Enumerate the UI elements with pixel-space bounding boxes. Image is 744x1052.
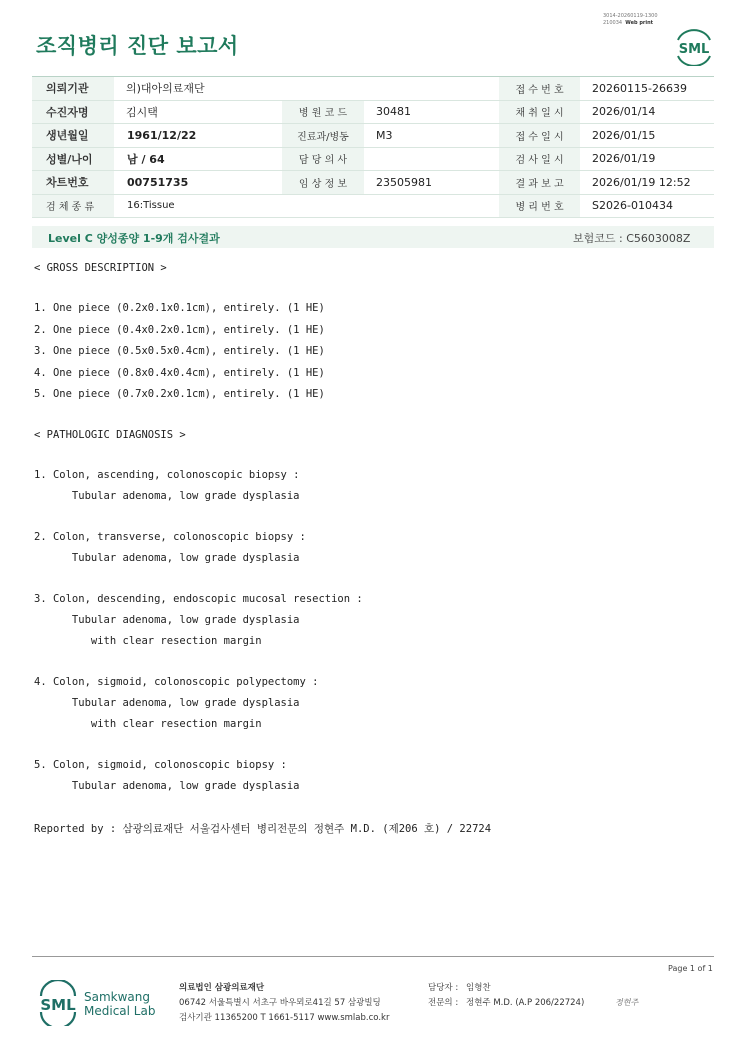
gross-line: 1. One piece (0.2x0.1x0.1cm), entirely. (1 HE) <box>34 302 325 314</box>
diagnosis-line: 1. Colon, ascending, colonoscopic biopsy : <box>34 469 300 481</box>
request-org: 의)대아의료재단 <box>114 77 499 101</box>
print-meta <box>603 13 658 27</box>
lab-name: Medical Lab <box>84 1004 156 1018</box>
dept: M3 <box>364 124 499 148</box>
chart-number: 00751735 <box>114 171 282 195</box>
gross-line: 4. One piece (0.8x0.4x0.4cm), entirely. (1 HE) <box>34 366 325 379</box>
patient-name: 김시택 <box>114 100 282 124</box>
diagnosis-line: 2. Colon, transverse, colonoscopic biopsy : <box>34 531 306 543</box>
info-row <box>32 124 714 148</box>
footer-divider <box>32 956 714 957</box>
exam-date: 2026/01/19 <box>580 147 714 171</box>
logo-text: SML <box>40 996 76 1014</box>
diagnosis-line: Tubular adenoma, low grade dysplasia <box>34 697 300 709</box>
diagnosis-line: with clear resection margin <box>34 635 262 647</box>
signature: 정현주 <box>615 998 639 1007</box>
gross-header: < GROSS DESCRIPTION > <box>34 262 167 274</box>
diagnosis-line: 4. Colon, sigmoid, colonoscopic polypectomy : <box>34 676 319 688</box>
gross-line: 5. One piece (0.7x0.2x0.1cm), entirely. (1 HE) <box>34 388 325 400</box>
level-text: Level C 양성종양 1-9개 검사결과 <box>48 232 220 245</box>
doctor-label: 담 당 의 사 <box>282 147 364 171</box>
manager: 임형찬 <box>466 983 491 993</box>
diagnosis-header: < PATHOLOGIC DIAGNOSIS > <box>34 429 186 441</box>
birth-label: 생년월일 <box>32 124 114 148</box>
result-date: 2026/01/19 12:52 <box>580 171 714 195</box>
sml-logo-icon <box>672 26 716 66</box>
sml-logo-icon <box>36 980 80 1026</box>
dept-label: 진료과/병동 <box>282 124 364 148</box>
result-label: 결 과 보 고 <box>499 171 580 195</box>
clinical-info: 23505981 <box>364 171 499 195</box>
info-row <box>32 77 714 101</box>
patient-label: 수진자명 <box>32 100 114 124</box>
info-row <box>32 194 714 218</box>
report-title: 조직병리 진단 보고서 <box>36 34 239 58</box>
birth-date: 1961/12/22 <box>114 124 282 148</box>
gross-line: 2. One piece (0.4x0.2x0.1cm), entirely. (1 HE) <box>34 323 325 336</box>
info-row <box>32 171 714 195</box>
diagnosis-line: Tubular adenoma, low grade dysplasia <box>34 614 300 626</box>
diagnosis-line: Tubular adenoma, low grade dysplasia <box>34 490 300 502</box>
path-no: S2026-010434 <box>580 194 714 218</box>
diagnosis-line: with clear resection margin <box>34 718 262 730</box>
receipt-no: 20260115-26639 <box>580 77 714 101</box>
sex-age: 남 / 64 <box>114 147 282 171</box>
reported-by: Reported by : 삼광의료재단 서울검사센터 병리전문의 정현주 M.D. (제206 호) / 22724 <box>34 823 492 835</box>
hospital-code: 30481 <box>364 100 499 124</box>
specimen: 16:Tissue <box>114 194 499 218</box>
print-mode: Web print <box>625 20 654 26</box>
diagnosis-line: 5. Colon, sigmoid, colonoscopic biopsy : <box>34 759 287 771</box>
footer-contact: 검사기관 11365200 T 1661-5117 www.smlab.co.kr <box>179 1013 390 1023</box>
logo-text: SML <box>678 42 710 57</box>
print-id: 3014-20260119-1300 <box>603 13 658 19</box>
doctor <box>364 147 499 171</box>
page-number: Page 1 of 1 <box>668 964 713 973</box>
collect-date-label: 채 취 일 시 <box>499 100 580 124</box>
chart-label: 차트번호 <box>32 171 114 195</box>
collect-date: 2026/01/14 <box>580 100 714 124</box>
receipt-date: 2026/01/15 <box>580 124 714 148</box>
diagnosis-line: Tubular adenoma, low grade dysplasia <box>34 780 300 792</box>
specialist-label: 전문의 : <box>428 998 459 1008</box>
receipt-date-label: 접 수 일 시 <box>499 124 580 148</box>
insurance-code: 보험코드 : C5603008Z <box>573 232 691 245</box>
footer-org: 의료법인 삼광의료재단 <box>179 983 265 993</box>
info-row <box>32 147 714 171</box>
specimen-label: 검 체 종 류 <box>32 194 114 218</box>
manager-label: 담당자 : <box>428 983 459 993</box>
print-time: 210034 <box>603 20 623 26</box>
request-org-label: 의뢰기관 <box>32 77 114 101</box>
exam-date-label: 검 사 일 시 <box>499 147 580 171</box>
sex-age-label: 성별/나이 <box>32 147 114 171</box>
footer-address: 06742 서울특별시 서초구 바우뫼로41길 57 삼광빌딩 <box>179 998 381 1008</box>
info-row <box>32 100 714 124</box>
diagnosis-line: Tubular adenoma, low grade dysplasia <box>34 552 300 564</box>
diagnosis-line: 3. Colon, descending, endoscopic mucosal resection : <box>34 593 363 605</box>
specialist: 정현주 M.D. (A.P 206/22724) <box>466 998 585 1008</box>
patient-info-table <box>32 76 714 218</box>
path-no-label: 병 리 번 호 <box>499 194 580 218</box>
lab-name: Samkwang <box>84 990 150 1004</box>
receipt-no-label: 접 수 번 호 <box>499 77 580 101</box>
gross-line: 3. One piece (0.5x0.5x0.4cm), entirely. (1 HE) <box>34 345 325 357</box>
hospital-code-label: 병 원 코 드 <box>282 100 364 124</box>
clinical-label: 임 상 정 보 <box>282 171 364 195</box>
